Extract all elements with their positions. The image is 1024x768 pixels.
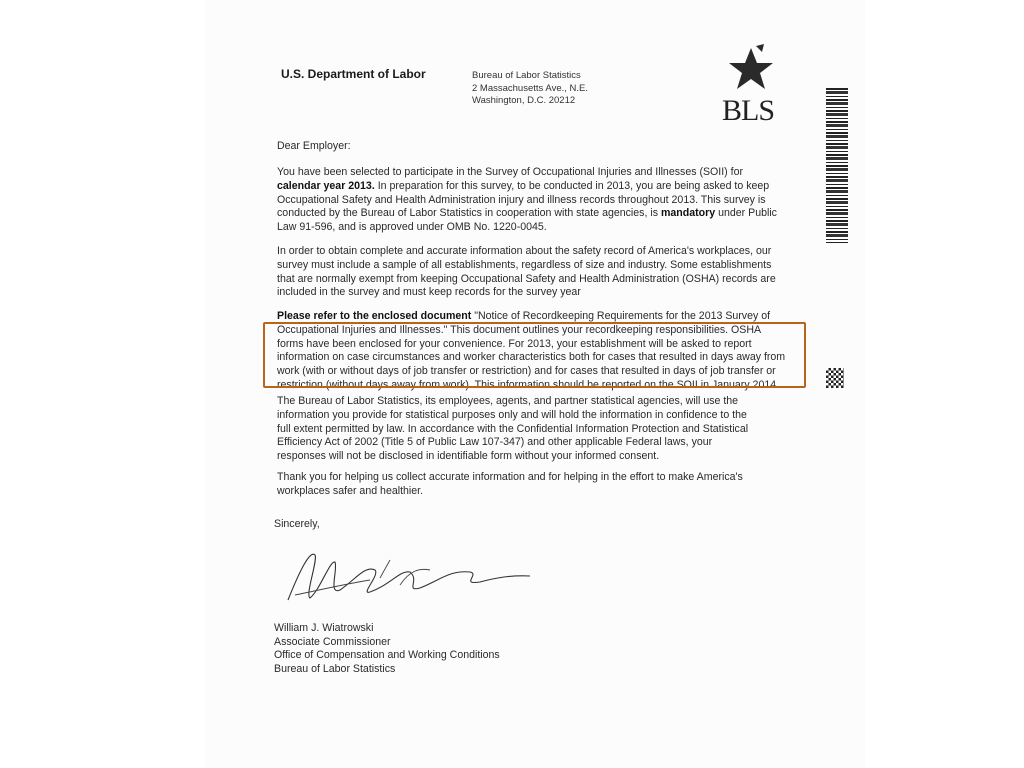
text-line: [277, 423, 748, 437]
text-segment: Law 91-596, and is approved under OMB No. 1220-0045.: [277, 221, 547, 234]
text-segment: workplaces safer and healthier.: [277, 484, 424, 497]
text-line: [277, 485, 743, 499]
text-line: [277, 221, 777, 235]
address-line: 2 Massachusetts Ave., N.E.: [472, 82, 588, 94]
paragraph: [277, 395, 748, 464]
signatory-block: [274, 622, 500, 676]
highlight-box: [263, 322, 806, 388]
signature: [280, 540, 540, 610]
text-segment: "Notice of Recordkeeping Requirements for the 2013 Survey of: [471, 310, 771, 322]
text-segment: conducted by the Bureau of Labor Statistics in cooperation with state agencies, is: [277, 207, 661, 220]
text-line: [277, 436, 748, 450]
text-line: [277, 245, 776, 259]
text-line: [277, 409, 748, 423]
text-segment: Occupational Safety and Health Administration injury and illness records throughout 2013. This survey is: [277, 193, 766, 206]
text-line: [277, 395, 748, 409]
text-segment: survey must include a sample of all establishments, regardless of size and industry. Some establishments: [277, 258, 772, 271]
address-line: Bureau of Labor Statistics: [472, 70, 581, 81]
star-icon: [726, 44, 776, 94]
barcode: [826, 88, 848, 243]
bold-text: mandatory: [660, 207, 716, 220]
text-segment: responses will not be disclosed in identifiable form without your informed consent.: [277, 450, 660, 463]
signatory-agency: Bureau of Labor Statistics: [274, 662, 396, 675]
text-segment: full extent permitted by law. In accordance with the Confidential Information Protection and Statistical: [277, 422, 749, 435]
paragraph: [277, 166, 777, 235]
text-segment: Efficiency Act of 2002 (Title 5 of Public Law 107-347) and other applicable Federal laws, your: [277, 436, 713, 449]
paragraph: [277, 471, 743, 499]
text-segment: Thank you for helping us collect accurate information and for helping in the effort to make America's: [277, 471, 743, 483]
text-segment: included in the survey and must keep records for the survey year: [277, 286, 581, 299]
text-segment: In preparation for this survey, to be conducted in 2013, you are being asked to keep: [374, 179, 770, 192]
qr-code: [826, 368, 844, 388]
text-segment: In order to obtain complete and accurate information about the safety record of America's workplaces, our: [277, 245, 772, 257]
text-line: [277, 259, 776, 273]
text-line: [277, 286, 776, 300]
address-line: Washington, D.C. 20212: [472, 95, 576, 106]
text-line: [277, 471, 743, 485]
text-segment: restriction (without days away from work). This information should be reported on the SOII in January 2014.: [277, 378, 780, 391]
text-line: [277, 166, 777, 180]
text-segment: Occupational Injuries and Illnesses." This document outlines your recordkeeping responsibilities. OSHA: [277, 323, 762, 336]
signatory-office: Office of Compensation and Working Conditions: [274, 649, 500, 662]
paragraph: [277, 245, 776, 300]
text-line: [277, 273, 776, 287]
text-segment: You have been selected to participate in the Survey of Occupational Injuries and Illnesses (SOII) for: [277, 166, 744, 178]
text-line: [277, 207, 777, 221]
text-line: [277, 180, 777, 194]
text-line: [277, 194, 777, 208]
text-segment: work (with or without days of job transfer or restriction) and for cases that resulted in days of job transfer or: [277, 365, 776, 378]
sender-address: [472, 70, 588, 108]
text-segment: information you provide for statistical purposes only and will hold the information in confidence to the: [277, 408, 747, 421]
text-segment: under Public: [715, 207, 777, 220]
signatory-title: Associate Commissioner: [274, 635, 391, 648]
text-segment: The Bureau of Labor Statistics, its employees, agents, and partner statistical agencies, will use the: [277, 395, 739, 407]
signatory-name: William J. Wiatrowski: [274, 622, 374, 634]
closing: Sincerely,: [274, 518, 320, 530]
bold-text: Please refer to the enclosed document: [277, 310, 472, 322]
text-line: [277, 450, 748, 464]
bls-logo-text: BLS: [722, 94, 775, 127]
text-segment: that are normally exempt from keeping Occupational Safety and Health Administration (OSHA) records are: [277, 272, 776, 285]
text-segment: information on case circumstances and worker characteristics both for cases that resulted in days away from: [277, 351, 786, 364]
bold-text: calendar year 2013.: [277, 179, 375, 192]
department-name: U.S. Department of Labor: [281, 67, 426, 81]
salutation: Dear Employer:: [277, 140, 351, 152]
bls-logo: [722, 44, 784, 126]
text-segment: forms have been enclosed for your convenience. For 2013, your establishment will be asked to report: [277, 337, 752, 350]
